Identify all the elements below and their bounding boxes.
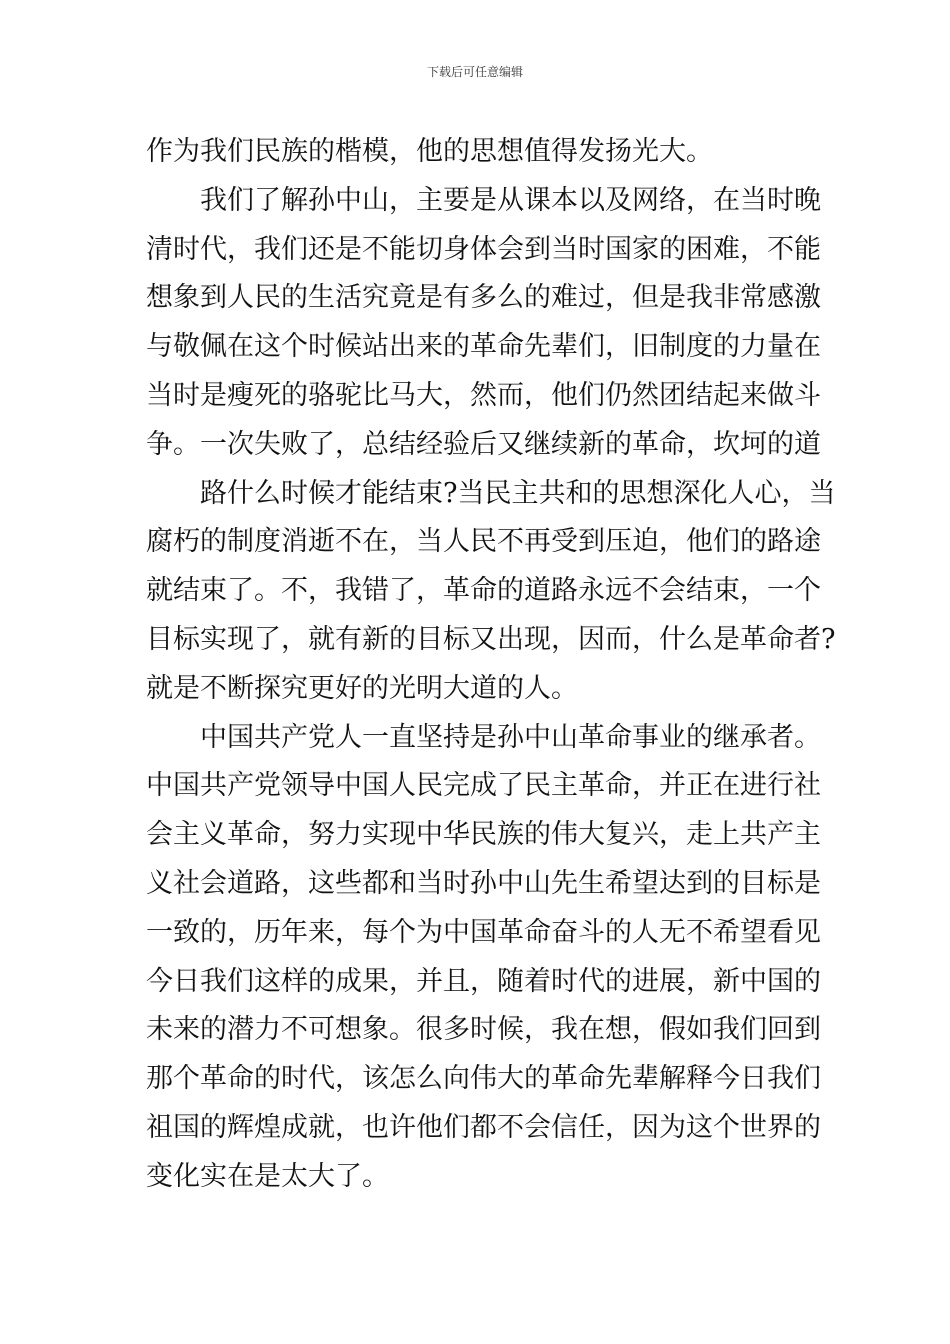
text-line: 路什么时候才能结束?当民主共和的思想深化人心，当: [200, 477, 836, 509]
text-line: 就是不断探究更好的光明大道的人。: [146, 672, 578, 704]
text-line: 我们了解孙中山，主要是从课本以及网络，在当时晚: [200, 184, 821, 216]
text-line: 中国共产党人一直坚持是孙中山革命事业的继承者。: [200, 721, 821, 753]
text-line: 未来的潜力不可想象。很多时候，我在想，假如我们回到: [146, 1014, 821, 1046]
text-line: 义社会道路，这些都和当时孙中山先生希望达到的目标是: [146, 867, 821, 899]
text-line: 一致的，历年来，每个为中国革命奋斗的人无不希望看见: [146, 916, 821, 948]
text-line: 变化实在是太大了。: [146, 1160, 389, 1192]
page-header-note: 下载后可任意编辑: [426, 65, 523, 79]
text-line: 与敬佩在这个时候站出来的革命先辈们，旧制度的力量在: [146, 331, 821, 363]
text-line: 作为我们民族的楷模，他的思想值得发扬光大。: [146, 136, 713, 167]
text-line: 争。一次失败了，总结经验后又继续新的革命，坎坷的道: [146, 428, 821, 460]
text-line: 就结束了。不，我错了，革命的道路永远不会结束，一个: [146, 575, 821, 607]
text-line: 那个革命的时代，该怎么向伟大的革命先辈解释今日我们: [146, 1063, 821, 1095]
text-line: 目标实现了，就有新的目标又出现，因而，什么是革命者?: [146, 623, 836, 655]
text-line: 会主义革命，努力实现中华民族的伟大复兴，走上共产主: [146, 819, 821, 851]
text-line: 腐朽的制度消逝不在，当人民不再受到压迫，他们的路途: [146, 526, 821, 558]
text-line: 当时是瘦死的骆驼比马大，然而，他们仍然团结起来做斗: [146, 379, 821, 411]
text-line: 祖国的辉煌成就，也许他们都不会信任，因为这个世界的: [146, 1111, 821, 1143]
text-line: 清时代，我们还是不能切身体会到当时国家的困难，不能: [146, 233, 821, 265]
text-line: 中国共产党领导中国人民完成了民主革命，并正在进行社: [146, 770, 821, 802]
text-line: 今日我们这样的成果，并且，随着时代的进展，新中国的: [146, 965, 821, 997]
document-body: [146, 128, 836, 1202]
text-line: 想象到人民的生活究竟是有多么的难过，但是我非常感激: [146, 282, 821, 314]
